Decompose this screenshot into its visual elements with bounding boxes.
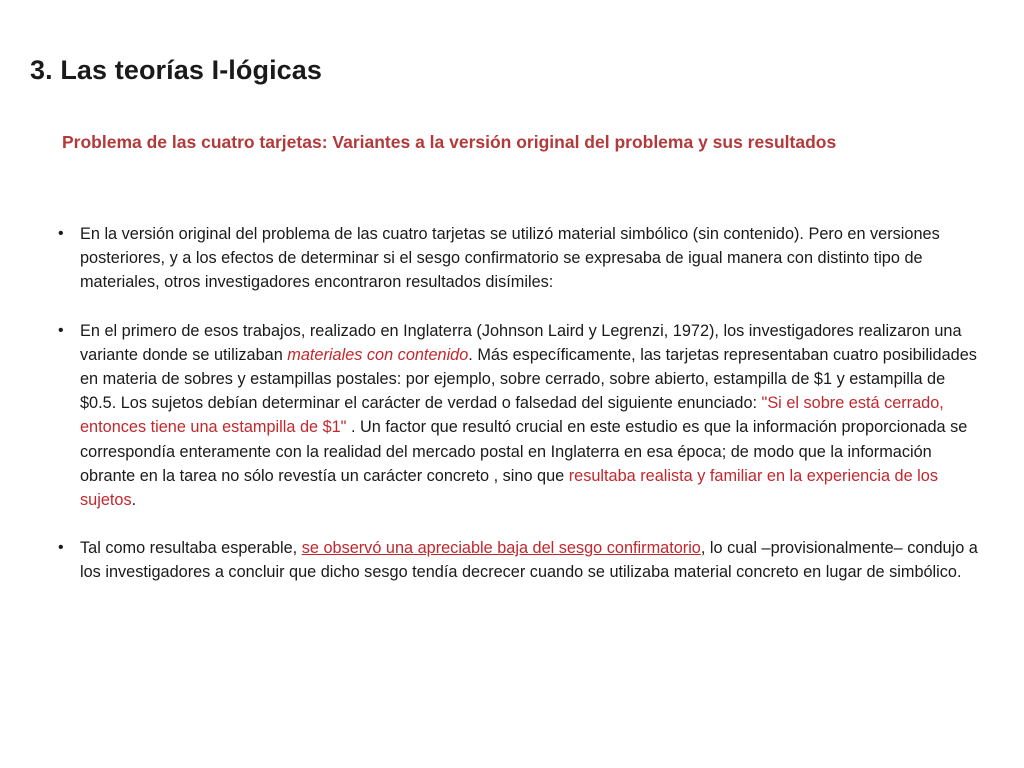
bullet-text: En la versión original del problema de las cuatro tarjetas se utilizó material simbólico (sin contenido). Pero en versiones posteriores, y a los efectos de determinar si el sesgo confirmatorio se expresaba de igual manera con distinto tipo de materiales, otros investigadores encontraron resultados disímiles: (80, 225, 940, 292)
bullet-marker: • (58, 321, 64, 339)
emphasis-realistic: resultaba realista y familiar en la experiencia de los sujetos (80, 466, 938, 510)
slide-title: 3. Las teorías I-lógicas (30, 55, 323, 85)
bullet-item (58, 536, 978, 584)
bullet-text-part: . (131, 491, 137, 510)
bullet-text-part: , lo cual –provisionalmente– condujo a los investigadores a concluir que dicho sesgo tendía decrecer cuando se utilizaba material concreto en lugar de simbólico. (80, 539, 978, 582)
bullet-text-part: Tal como resultaba esperable, (80, 539, 302, 558)
emphasis-bias-drop: se observó una apreciable baja del sesgo confirmatorio (301, 539, 701, 558)
bullet-marker: • (58, 225, 64, 242)
slide-subtitle: Problema de las cuatro tarjetas: Variantes a la versión original del problema y sus resultados (62, 132, 837, 152)
emphasis-quote: "Si el sobre está cerrado, entonces tiene una estampilla de $1" (80, 394, 944, 437)
emphasis-materials: materiales con contenido (287, 345, 469, 364)
bullet-text-part: En el primero de esos trabajos, realizado en Inglaterra (Johnson Laird y Legrenzi, 1972), los investigadores realizaron una variante donde se utilizaban (80, 321, 962, 364)
bullet-item (58, 222, 978, 295)
bullet-list (58, 222, 978, 609)
bullet-marker: • (58, 539, 64, 557)
bullet-text-part: . Más específicamente, las tarjetas representaban cuatro posibilidades en materia de sobres y estampillas postales: por ejemplo, sobre cerrado, sobre abierto, estampilla de $1 y estampilla de $0.5. Los sujetos debían determinar el carácter de verdad o falsedad del siguiente enunciado: (80, 345, 977, 413)
bullet-item (58, 319, 978, 513)
bullet-text-part: . Un factor que resultó crucial en este estudio es que la información proporcionada se correspondía enteramente con la realidad del mercado postal en Inglaterra en esa época; de modo que la información obrante en la tarea no sólo revestía un carácter concreto , sino que (80, 418, 968, 485)
